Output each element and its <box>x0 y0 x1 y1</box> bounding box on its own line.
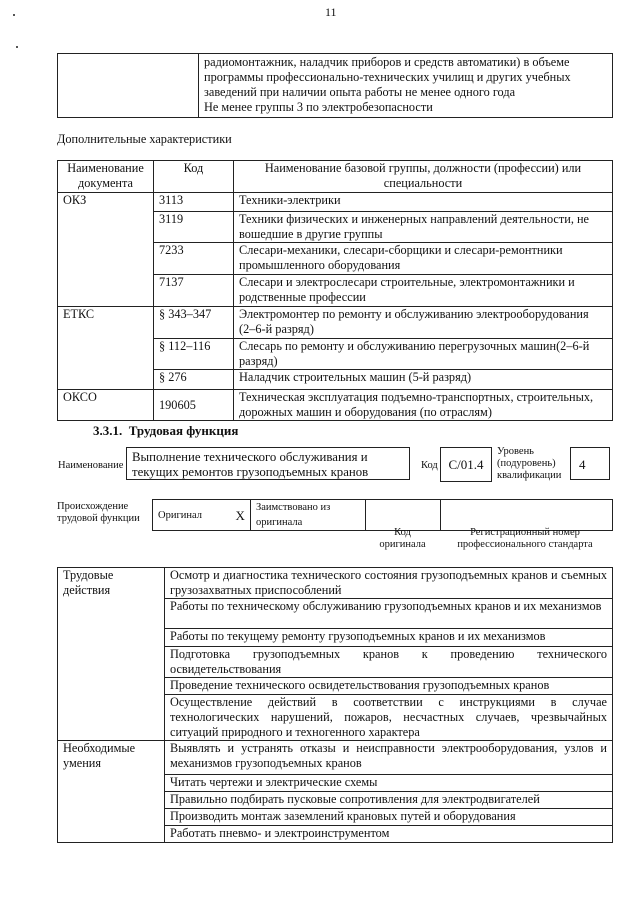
code-cell: 3113 <box>154 193 234 212</box>
name-cell: Слесарь по ремонту и обслуживанию перегрузочных машин(2–6-й разряд) <box>234 339 613 370</box>
name-cell: Наладчик строительных машин (5-й разряд) <box>234 370 613 390</box>
header-document: Наименование документа <box>58 161 154 193</box>
level-label: Уровень (подуровень) квалификации <box>497 446 562 481</box>
name-cell: Техники физических и инженерных направлений деятельности, не вошедшие в другие группы <box>234 212 613 243</box>
labor-action: Подготовка грузоподъемных кранов к проведению технического освидетельствования <box>165 647 613 678</box>
code-cell: 190605 <box>154 390 234 421</box>
original-mark: X <box>231 500 251 531</box>
required-skill: Выявлять и устранять отказы и неисправности электрооборудования, узлов и механизмов грузоподъемных кранов <box>165 741 613 775</box>
function-code-box: С/01.4 <box>440 447 492 482</box>
table-row <box>58 193 613 212</box>
level-box: 4 <box>570 447 610 480</box>
code-original-label: Код оригинала <box>379 527 426 550</box>
section-heading: Дополнительные характеристики <box>57 132 232 146</box>
table-row <box>58 390 613 421</box>
function-details-table <box>57 567 613 843</box>
section-title: Трудовые действия <box>58 568 165 741</box>
text-line: Не менее группы 3 по электробезопасности <box>204 100 433 114</box>
document-cell: ОКСО <box>58 390 154 421</box>
name-cell: Электромонтер по ремонту и обслуживанию электрооборудования (2–6-й разряд) <box>234 307 613 339</box>
education-table <box>57 53 613 118</box>
header-name: Наименование базовой группы, должности (профессии) или специальности <box>234 161 613 193</box>
labor-action: Работы по техническому обслуживанию грузоподъемных кранов и их механизмов <box>165 599 613 629</box>
required-skill: Читать чертежи и электрические схемы <box>165 775 613 792</box>
text-line: программы профессионально-технических училищ и других учебных <box>204 70 571 84</box>
required-skill: Работать пневмо- и электроинструментом <box>165 826 613 843</box>
section-title: Необходимые умения <box>58 741 165 843</box>
labor-action: Проведение технического освидетельствования грузоподъемных кранов <box>165 678 613 695</box>
table-header-row <box>58 161 613 193</box>
name-cell: Слесари и электрослесари строительные, электромонтажники и родственные профессии <box>234 275 613 307</box>
document-cell: ОКЗ <box>58 193 154 307</box>
scan-mark <box>16 46 18 48</box>
required-skill: Правильно подбирать пусковые сопротивления для электродвигателей <box>165 792 613 809</box>
text-line: радиомонтажник, наладчик приборов и средств автоматики) в объеме <box>204 55 570 69</box>
function-heading: 3.3.1. Трудовая функция <box>93 423 239 438</box>
code-cell: 3119 <box>154 212 234 243</box>
text-line: заведений при наличии опыта работы не менее одного года <box>204 85 516 99</box>
name-cell: Слесари-механики, слесари-сборщики и слесари-ремонтники промышленного оборудования <box>234 243 613 275</box>
name-cell: Техники-электрики <box>234 193 613 212</box>
labor-action: Работы по текущему ремонту грузоподъемных кранов и их механизмов <box>165 629 613 647</box>
code-cell: § 112–116 <box>154 339 234 370</box>
page-number: 11 <box>325 5 337 19</box>
reg-number-label: Регистрационный номер профессионального стандарта <box>457 527 593 550</box>
name-label: Наименование <box>58 460 124 471</box>
additional-characteristics-table <box>57 160 613 421</box>
required-skill: Производить монтаж заземлений крановых путей и оборудования <box>165 809 613 826</box>
labor-action: Осмотр и диагностика технического состояния грузоподъемных кранов и съемных грузозахватных приспособлений <box>165 568 613 599</box>
labor-action: Осуществление действий в соответствии с инструкциями в случае технологических нарушений, пожаров, несчастных случаев, чрезвычайных ситуаций природного и техногенного характера <box>165 695 613 741</box>
scan-mark <box>13 14 15 16</box>
document-cell: ЕТКС <box>58 307 154 390</box>
education-requirements-cell <box>199 54 613 118</box>
reg-number-cell <box>441 500 613 531</box>
table-row <box>58 568 613 599</box>
code-cell: § 276 <box>154 370 234 390</box>
code-cell: 7137 <box>154 275 234 307</box>
empty-cell <box>58 54 199 118</box>
table-row <box>58 741 613 775</box>
name-cell: Техническая эксплуатация подъемно-транспортных, строительных, дорожных машин и оборудования (по отраслям) <box>234 390 613 421</box>
header-code: Код <box>154 161 234 193</box>
code-original-cell <box>366 500 441 531</box>
origin-label: Происхождение трудовой функции <box>57 501 140 524</box>
function-name-box: Выполнение технического обслуживания и текущих ремонтов грузоподъемных кранов <box>126 447 410 480</box>
table-row <box>58 307 613 339</box>
code-label: Код <box>421 460 438 471</box>
code-cell: 7233 <box>154 243 234 275</box>
original-label: Оригинал <box>153 500 231 531</box>
code-cell: § 343–347 <box>154 307 234 339</box>
borrowed-label: Заимствовано из оригинала <box>251 500 366 531</box>
